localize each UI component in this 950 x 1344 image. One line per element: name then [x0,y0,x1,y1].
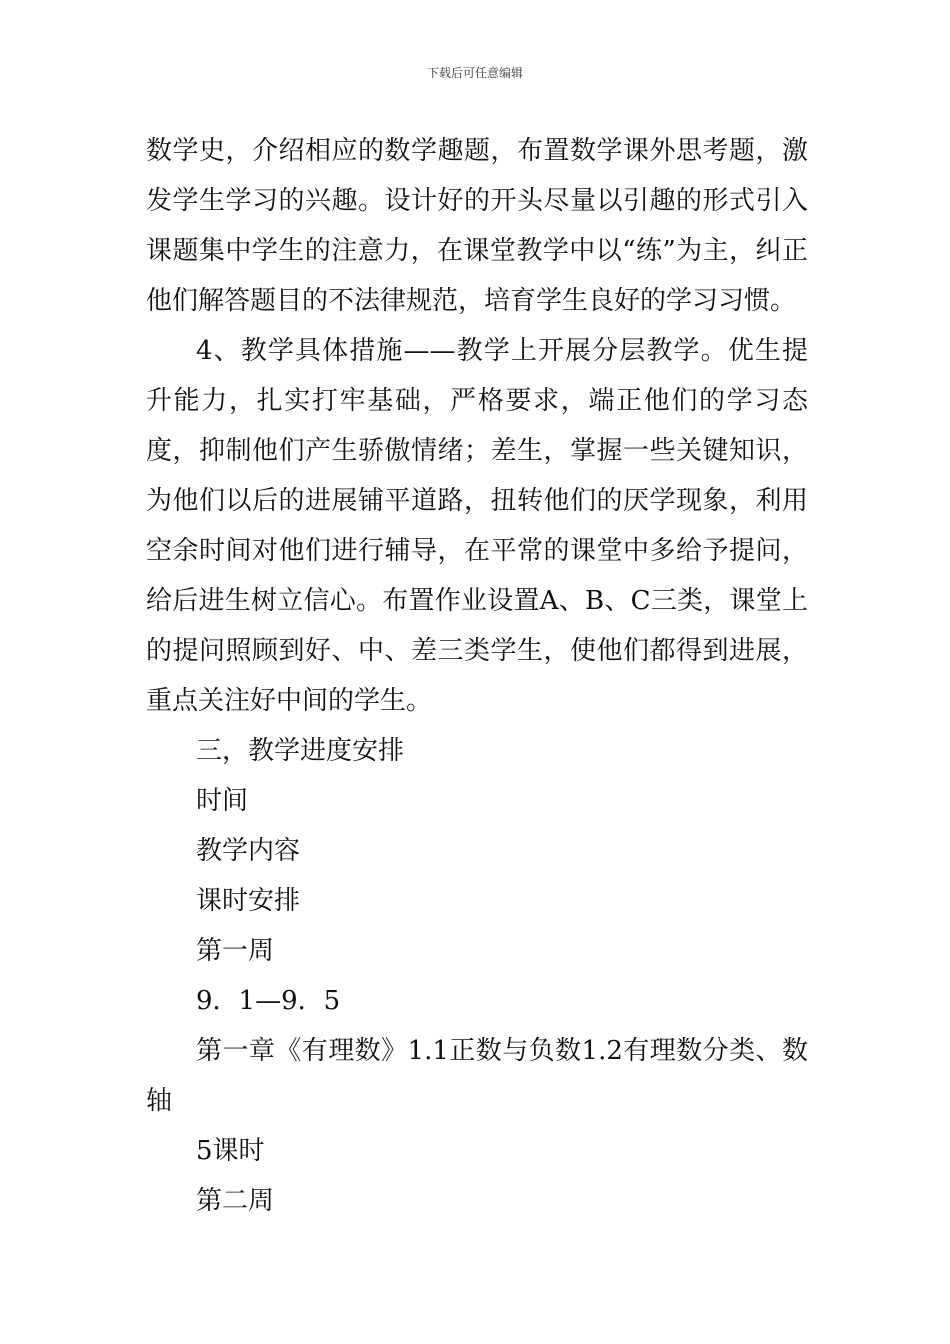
document-body [146,126,808,1226]
schedule-label-time: 时间 [196,786,249,816]
schedule-week-1: 第一周 [196,936,275,966]
schedule-week-1-dates: 9．1—9．5 [196,986,341,1016]
schedule-week-1-content: 第一章《有理数》1.1正数与负数1.2有理数分类、数轴 [146,1036,808,1116]
paragraph-teaching-measures: 4、教学具体措施——教学上开展分层教学。优生提升能力，扎实打牢基础，严格要求，端正他们的学习态度，抑制他们产生骄傲情绪；差生，掌握一些关键知识，为他们以后的进展铺平道路，扭转他们的厌学现象，利用空余时间对他们进行辅导，在平常的课堂中多给予提问，给后进生树立信心。布置作业设置A、B、C三类，课堂上的提问照顾到好、中、差三类学生，使他们都得到进展，重点关注好中间的学生。 [146,336,808,716]
schedule-week-1-hours: 5课时 [196,1136,265,1166]
page-header-note: 下载后可任意编辑 [426,66,523,80]
schedule-label-hours: 课时安排 [196,886,301,916]
schedule-week-2: 第二周 [196,1186,275,1216]
section-heading-schedule: 三，教学进度安排 [196,736,405,766]
schedule-label-content: 教学内容 [196,836,301,866]
paragraph-continued-intro: 数学史，介绍相应的数学趣题，布置数学课外思考题，激发学生学习的兴趣。设计好的开头尽量以引趣的形式引入课题集中学生的注意力，在课堂教学中以“练”为主，纠正他们解答题目的不法律规范，培育学生良好的学习习惯。 [146,136,808,316]
